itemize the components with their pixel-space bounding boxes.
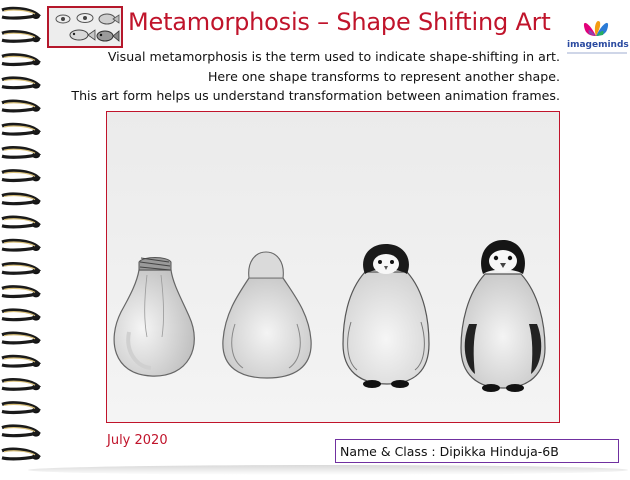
spiral-ring xyxy=(2,380,40,391)
spiral-ring xyxy=(2,148,40,159)
logo-tagline-line xyxy=(567,52,627,54)
spiral-ring xyxy=(2,356,40,367)
spiral-ring xyxy=(2,310,40,321)
description-line-1: Visual metamorphosis is the term used to indicate shape-shifting in art. xyxy=(107,49,560,64)
spiral-ring xyxy=(2,8,40,19)
spiral-ring xyxy=(2,264,40,275)
spiral-ring xyxy=(2,124,40,135)
spiral-ring xyxy=(2,194,40,205)
spiral-ring xyxy=(2,449,40,460)
name-class-box: Name & Class : Dipikka Hinduja-6B xyxy=(335,439,619,463)
spiral-ring xyxy=(2,55,40,66)
imageminds-logo xyxy=(567,14,629,54)
spiral-ring xyxy=(2,333,40,344)
spiral-ring xyxy=(2,217,40,228)
page-title: Metamorphosis – Shape Shifting Art xyxy=(128,8,551,36)
spiral-ring xyxy=(2,32,40,43)
spiral-ring xyxy=(2,403,40,414)
page-shadow xyxy=(28,465,628,475)
description-line-3: This art form helps us understand transformation between animation frames. xyxy=(71,88,560,103)
spiral-ring xyxy=(2,171,40,182)
artwork-photo xyxy=(106,111,560,423)
eye-fish-sketch-thumbnail-icon xyxy=(49,8,121,46)
spiral-ring xyxy=(2,78,40,89)
bulb-to-penguin-sketch xyxy=(107,112,559,422)
thumbnail-image xyxy=(47,6,123,48)
spiral-ring xyxy=(2,287,40,298)
description-line-2: Here one shape transforms to represent another shape. xyxy=(207,69,560,84)
butterfly-logo-icon xyxy=(567,14,625,40)
date-label: July 2020 xyxy=(107,433,168,448)
spiral-ring xyxy=(2,240,40,251)
logo-text: imageminds xyxy=(567,40,629,50)
spiral-ring xyxy=(2,426,40,437)
spiral-ring xyxy=(2,101,40,112)
